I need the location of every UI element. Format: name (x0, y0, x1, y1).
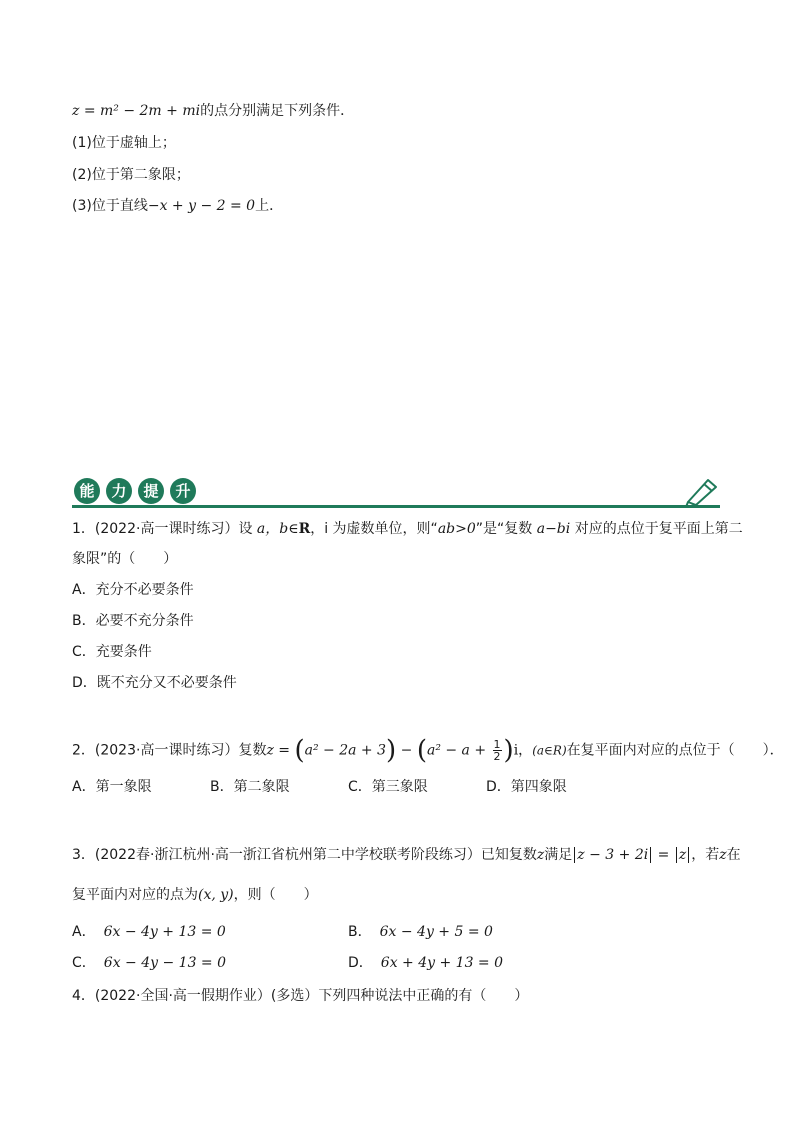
q2-option-a: A．第一象限 (72, 779, 152, 795)
q3-option-d-math: 6x + 4y + 13 = 0 (380, 955, 504, 971)
q3-option-d: D． 6x + 4y + 13 = 0 (348, 955, 504, 971)
q3-stem (72, 845, 741, 865)
condition-3 (72, 196, 283, 216)
q2-condition: (a∈R) (532, 743, 567, 758)
q3-eq: = (653, 847, 674, 863)
q1-option-b: B．必要不充分条件 (72, 613, 194, 629)
q3-option-b-math: 6x − 4y + 5 = 0 (379, 924, 493, 940)
pencil-icon (682, 472, 722, 508)
condition-1: (1)位于虚轴上； (72, 135, 176, 151)
intro-math: z = m² − 2m + mi (72, 103, 201, 119)
condition-3-post: 上． (255, 198, 284, 214)
q3-z2: z (719, 847, 727, 863)
q2-part2: a² − a + (426, 742, 491, 759)
q2-i: i， (513, 742, 533, 759)
q3-stem-b: 满足 (544, 847, 573, 863)
q1-stem-a: 1．(2022·高一课时练习）设 (72, 521, 257, 537)
q1-stem-d: 对应的点位于复平面上第二 (570, 521, 743, 537)
q1-stem-line2: 象限”的（ ） (72, 551, 178, 567)
section-char-4: 升 (170, 478, 196, 504)
q3-option-b: B． 6x − 4y + 5 = 0 (348, 924, 493, 940)
section-divider (72, 505, 720, 508)
q3-option-c: C． 6x − 4y − 13 = 0 (72, 955, 227, 971)
intro-text: 的点分别满足下列条件． (200, 103, 355, 119)
q4-stem: 4．(2022·全国·高一假期作业）(多选）下列四种说法中正确的有（ ） (72, 988, 529, 1004)
q3-option-a: A． 6x − 4y + 13 = 0 (72, 924, 226, 940)
q3-line2-a: 复平面内对应的点为 (72, 887, 198, 903)
q2-stem-b: 在复平面内对应的点位于（ ）． (566, 742, 784, 759)
q2-stem-a: 2．(2023·高一课时练习）复数 (72, 742, 267, 759)
q3-abs-expr: z − 3 + 2i (577, 847, 649, 863)
q1-stem (72, 519, 743, 539)
q2-frac-den: 2 (493, 750, 501, 763)
section-header (74, 478, 202, 504)
condition-3-pre: (3)位于直线 (72, 198, 148, 214)
q2-fraction (493, 739, 502, 762)
q2-z: z = (266, 742, 295, 759)
q3-line2-b: ，则（ ） (233, 887, 318, 903)
q1-ab: ab>0 (437, 521, 476, 537)
q1-stem-b: ，i 为虚数单位，则“ (310, 521, 438, 537)
q1-stem-c: ”是“复数 (475, 521, 537, 537)
q1-option-a: A．充分不必要条件 (72, 582, 194, 598)
section-char-3: 提 (138, 478, 164, 504)
intro-line (72, 101, 354, 121)
q1-vars: a，b∈ (256, 521, 299, 537)
q2-option-d: D．第四象限 (486, 779, 567, 795)
q1-abi: a−bi (536, 521, 571, 537)
q2-stem: 2．(2023·高一课时练习）复数z = (a² − 2a + 3) − (a² − a + $\frac{1}{2}$ )i，(a∈R)在复平面内对应的点位于（ ）． (72, 735, 784, 766)
q2-option-b: B．第二象限 (210, 779, 290, 795)
q3-point: (x, y) (198, 887, 234, 903)
q3-abs-z: z (678, 847, 687, 863)
q3-option-c-math: 6x − 4y − 13 = 0 (103, 955, 227, 971)
q3-stem-line2 (72, 885, 318, 905)
q3-option-a-math: 6x − 4y + 13 = 0 (103, 924, 226, 940)
q1-option-d: D．既不充分又不必要条件 (72, 675, 237, 691)
q3-stem-a: 3．(2022春·浙江杭州·高一浙江省杭州第二中学校联考阶段练习）已知复数 (72, 847, 537, 863)
condition-3-math: −x + y − 2 = 0 (147, 198, 256, 214)
q2-part1: a² − 2a + 3 (304, 742, 387, 759)
q2-minus: − (396, 742, 417, 759)
condition-2: (2)位于第二象限； (72, 167, 190, 183)
q3-stem-c: ，若 (691, 847, 720, 863)
q3-stem-d: 在 (726, 847, 741, 863)
q1-option-c: C．充要条件 (72, 644, 152, 660)
section-char-1: 能 (74, 478, 100, 504)
q2-option-c: C．第三象限 (348, 779, 428, 795)
q3-z: z (536, 847, 545, 863)
q1-real-set: R (298, 521, 311, 537)
q2-frac-num: 1 (493, 738, 501, 751)
section-char-2: 力 (106, 478, 132, 504)
